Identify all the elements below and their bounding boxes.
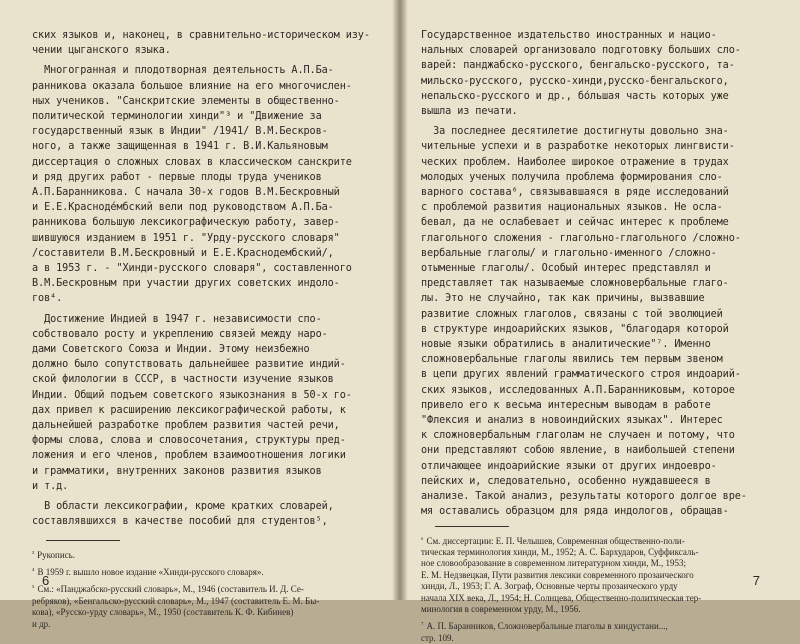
text-line: в структуре индоарийских языков, "благодаря которой <box>421 322 780 337</box>
text-line: вербальные глаголы/ и глагольно-именного /сложно- <box>421 246 780 261</box>
footnote-text: ное словообразование в современном литературном хинди, М., 1953; <box>421 558 780 569</box>
text-line: политической терминологии хинди"³ и "Движение за <box>32 109 375 124</box>
footnote-text: См. диссертации: Е. П. Челышев, Современная общественно-поли- <box>426 536 684 546</box>
text-line: бевал, да не ослабевает и сейчас интерес к проблеме <box>421 215 780 230</box>
text-line: ных учеников. "Санскритские элементы в общественно- <box>32 94 375 109</box>
text-line: А.П.Баранникова. С начала 30-х годов В.М.Бескровный <box>32 185 375 200</box>
page-number: 6 <box>42 573 49 588</box>
text-line: За последнее десятилетие достигнуты довольно зна- <box>421 124 780 139</box>
text-line: они представляют собою явление, в наибольшей степени <box>421 443 780 458</box>
text-line: непальско-русского и др., бо́льшая часть которых уже <box>421 89 780 104</box>
text-line: мя оставались образцом для ряда индологов, обращав- <box>421 504 780 519</box>
text-line: дами Советского Союза и Индии. Этому неизбежно <box>32 342 375 357</box>
text-line: Многогранная и плодотворная деятельность А.П.Ба- <box>32 63 375 78</box>
footnote-line <box>32 549 375 561</box>
text-line: Индии. Общий подъем советского языкознания в 50-х го- <box>32 388 375 403</box>
footnote <box>421 620 780 644</box>
text-line: диссертация о сложных словах в классическом санскрите <box>32 155 375 170</box>
footnote-text: Рукопись. <box>37 550 75 560</box>
text-line: /составители В.М.Бескровный и Е.Е.Краснодембский/, <box>32 246 375 261</box>
text-line: а в 1953 г. - "Хинди-русского словаря", составленного <box>32 261 375 276</box>
text-line: гов⁴. <box>32 291 375 306</box>
footnote-line <box>421 535 780 547</box>
footnote <box>421 535 780 616</box>
right-footnotes <box>421 535 780 644</box>
right-page <box>397 0 800 600</box>
text-line: лы. Это не случайно, так как причины, вызвавшие <box>421 291 780 306</box>
text-line: ской филологии в СССР, в частности изучение языков <box>32 372 375 387</box>
footnote-line <box>32 566 375 578</box>
text-line: дальнейшей разработке проблем развития частей речи, <box>32 418 375 433</box>
text-line: отыменные глаголы/. Особый интерес представлял и <box>421 261 780 276</box>
footnote-text: кова), «Русско-урду словарь», М., 1950 (составитель К. Ф. Кибинев) <box>32 607 375 618</box>
footnote-text: и др. <box>32 619 375 630</box>
text-line: дах привел к расширению лексикографической работы, к <box>32 403 375 418</box>
paragraph <box>32 28 375 58</box>
text-line: мильско-русского, русско-хинди,русско-бенгальского, <box>421 74 780 89</box>
text-line: анализе. Такой анализ, результаты которого долгое вре- <box>421 489 780 504</box>
text-line: должно было сопутствовать дальнейшее развитие индий- <box>32 357 375 372</box>
text-line: представляет так называемые сложновербальные глаго- <box>421 276 780 291</box>
text-line: варей: панджабско-русского, бенгальско-русского, та- <box>421 58 780 73</box>
left-page-body <box>32 28 375 530</box>
text-line: сложновербальные глаголы явились тем первым звеном <box>421 352 780 367</box>
text-line: ранникова большую лексикографическую работу, завер- <box>32 215 375 230</box>
footnote-text: стр. 109. <box>421 633 780 644</box>
paragraph <box>421 28 780 119</box>
text-line: молодых ученых получила проблема формирования сло- <box>421 170 780 185</box>
footnote-text: минология в современном урду, М., 1956. <box>421 604 780 615</box>
text-line: шившуюся изданием в 1951 г. "Урду-русского словаря" <box>32 231 375 246</box>
text-line: вышла из печати. <box>421 104 780 119</box>
text-line: составлявшихся в качестве пособий для студентов⁵, <box>32 514 375 529</box>
footnote <box>32 549 375 561</box>
text-line: новые языки обратились в аналитические"⁷. Именно <box>421 337 780 352</box>
text-line: В.М.Бескровным при участии других советских индоло- <box>32 276 375 291</box>
footnote-text: начала XIX века, Л., 1954; Н. Солнцева, Общественно-политическая тер- <box>421 593 780 604</box>
text-line: нальных словарей организовало подготовку больших сло- <box>421 43 780 58</box>
paragraph <box>32 312 375 494</box>
text-line: и Е.Е.Красноде́мбский вели под руководством А.П.Ба- <box>32 200 375 215</box>
text-line: ложения и его членов, проблем взаимоотношения логики <box>32 448 375 463</box>
footnote-text: хинди, Л., 1953; Г. А. Зограф, Основные черты прозаического урду <box>421 581 780 592</box>
text-line: с проблемой развития национальных языков. Не осла- <box>421 200 780 215</box>
footnote-line <box>421 620 780 632</box>
text-line: и т.д. <box>32 479 375 494</box>
footnote-number: ⁷ <box>421 621 423 629</box>
text-line: ческих проблем. Наиболее широкое отражение в трудах <box>421 155 780 170</box>
text-line: и грамматики, внутренних законов развития языков <box>32 464 375 479</box>
footnote <box>32 566 375 578</box>
text-line: развитие сложных глаголов, связаны с той эволюцией <box>421 307 780 322</box>
footnote-number: ³ <box>32 550 34 558</box>
text-line: В области лексикографии, кроме кратких словарей, <box>32 499 375 514</box>
left-page <box>0 0 397 600</box>
text-line: привело его к весьма интересным выводам в работе <box>421 398 780 413</box>
right-page-body <box>421 28 780 520</box>
paragraph <box>421 124 780 519</box>
text-line: к сложновербальным глаголам не случаен и потому, что <box>421 428 780 443</box>
text-line: варного состава⁶, связывавшаяся в ряде исследований <box>421 185 780 200</box>
footnote-text: тическая терминология хинди, М., 1952; А. С. Бархударов, Суффиксаль- <box>421 547 780 558</box>
text-line: и ряд других работ - первые плоды труда учеников <box>32 170 375 185</box>
text-line: собствовало росту и укреплению связей между наро- <box>32 327 375 342</box>
left-footnotes <box>32 549 375 630</box>
footnote-text: ребряков), «Бенгальско-русский словарь», М., 1947 (составитель Е. М. Бы- <box>32 596 375 607</box>
text-line: отличающее индоарийские языки от других индоевро- <box>421 459 780 474</box>
footnote-text: Е. М. Недзвецкая, Пути развития лексики современного прозаического <box>421 570 780 581</box>
text-line: Государственное издательство иностранных и нацио- <box>421 28 780 43</box>
footnote-text: См.: «Панджабско-русский словарь», М., 1946 (составитель И. Д. Се- <box>37 584 303 594</box>
text-line: государственный язык в Индии" /1941/ В.М.Бескров- <box>32 124 375 139</box>
page-number: 7 <box>753 573 760 588</box>
text-line: Достижение Индией в 1947 г. независимости спо- <box>32 312 375 327</box>
text-line: ранникова оказала большое влияние на его многочислен- <box>32 79 375 94</box>
text-line: "Флексия и анализ в новоиндийских языках". Интерес <box>421 413 780 428</box>
text-line: чительные успехи и в разработке некоторых лингвисти- <box>421 139 780 154</box>
paragraph <box>32 63 375 306</box>
text-line: ских языков, исследованных А.П.Баранниковым, которое <box>421 383 780 398</box>
footnote-number: ⁶ <box>421 536 423 544</box>
footnote-text: А. П. Баранников, Сложновербальные глаголы в хиндустани..., <box>426 621 667 631</box>
text-line: ских языков и, наконец, в сравнительно-историческом изу- <box>32 28 375 43</box>
footnote-divider <box>435 526 509 527</box>
text-line: чении цыганского языка. <box>32 43 375 58</box>
footnote-number: ⁴ <box>32 567 34 575</box>
footnote-divider <box>46 540 120 541</box>
text-line: глагольного сложения - глагольно-глагольного /сложно- <box>421 231 780 246</box>
footnote <box>32 583 375 630</box>
footnote-line <box>32 583 375 595</box>
text-line: формы слова, слова и словосочетания, структуры пред- <box>32 433 375 448</box>
text-line: пейских и, следовательно, особенно нуждавшееся в <box>421 474 780 489</box>
paragraph <box>32 499 375 529</box>
text-line: в цепи других явлений грамматического строя индоарий- <box>421 367 780 382</box>
footnote-text: В 1959 г. вышло новое издание «Хинди-русского словаря». <box>37 567 263 577</box>
text-line: ного, а также защищенная в 1941 г. В.И.Кальяновым <box>32 139 375 154</box>
footnote-number: ⁵ <box>32 584 34 592</box>
